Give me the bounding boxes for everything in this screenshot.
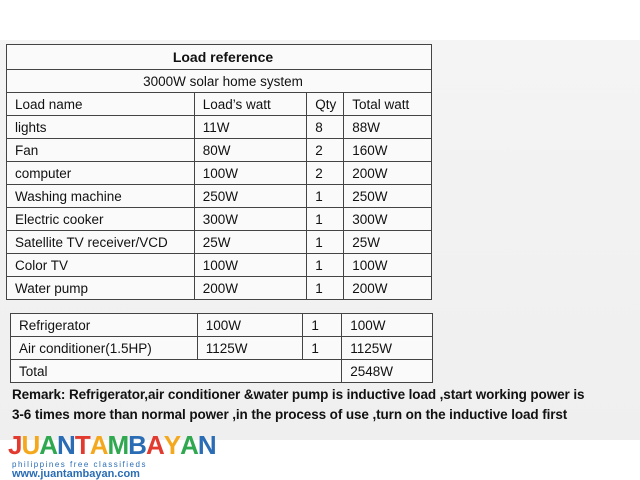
- remark-line-1: Remark: Refrigerator,air conditioner &water pump is inductive load ,start working power is: [12, 387, 585, 402]
- cell-load-name: Satellite TV receiver/VCD: [7, 231, 195, 254]
- cell-qty: 8: [307, 116, 344, 139]
- watermark-letter: A: [39, 430, 58, 460]
- cell-load-watt: 100W: [194, 254, 307, 277]
- watermark-letter: A: [89, 430, 108, 460]
- cell-load-watt: 200W: [194, 277, 307, 300]
- cell-qty: 1: [307, 277, 344, 300]
- cell-total-watt: 100W: [342, 314, 433, 337]
- cell-qty: 1: [307, 254, 344, 277]
- cell-total-watt: 300W: [344, 208, 432, 231]
- watermark-letter: A: [180, 430, 198, 460]
- cell-qty: 1: [307, 208, 344, 231]
- table-row: [7, 116, 432, 139]
- watermark-brand-logo: [8, 430, 216, 461]
- cell-qty: 1: [303, 337, 342, 360]
- cell-qty: 2: [307, 162, 344, 185]
- header-load-name: Load name: [7, 93, 195, 116]
- cell-load-name: Color TV: [7, 254, 195, 277]
- watermark-letter: A: [145, 430, 164, 460]
- cell-qty: 1: [307, 231, 344, 254]
- cell-load-watt: 100W: [194, 162, 307, 185]
- load-reference-table: [6, 44, 432, 300]
- inductive-load-table: [10, 313, 433, 383]
- total-label: Total: [11, 360, 342, 383]
- cell-qty: 1: [307, 185, 344, 208]
- table-row: [7, 139, 432, 162]
- table-row: [7, 231, 432, 254]
- watermark-letter: B: [128, 430, 146, 460]
- cell-total-watt: 250W: [344, 185, 432, 208]
- cell-load-watt: 250W: [194, 185, 307, 208]
- table-subtitle-row: [7, 70, 432, 93]
- cell-total-watt: 160W: [344, 139, 432, 162]
- total-row: [11, 360, 433, 383]
- cell-total-watt: 100W: [344, 254, 432, 277]
- cell-load-watt: 11W: [194, 116, 307, 139]
- header-qty: Qty: [307, 93, 344, 116]
- cell-total-watt: 88W: [344, 116, 432, 139]
- cell-total-watt: 1125W: [342, 337, 433, 360]
- cell-load-name: Washing machine: [7, 185, 195, 208]
- table-row: [7, 162, 432, 185]
- cell-load-watt: 100W: [197, 314, 303, 337]
- table-title: Load reference: [7, 45, 432, 70]
- total-value: 2548W: [342, 360, 433, 383]
- watermark-letter: M: [107, 430, 129, 460]
- cell-qty: 2: [307, 139, 344, 162]
- watermark-tagline: philippines free classifieds: [12, 460, 147, 469]
- cell-load-name: Refrigerator: [11, 314, 198, 337]
- cell-load-name: computer: [7, 162, 195, 185]
- table-row: [7, 185, 432, 208]
- cell-load-name: Air conditioner(1.5HP): [11, 337, 198, 360]
- cell-load-watt: 80W: [194, 139, 307, 162]
- table-subtitle: 3000W solar home system: [7, 70, 432, 93]
- remark-note: [12, 385, 632, 425]
- watermark-letter: J: [8, 430, 22, 460]
- watermark-letter: N: [57, 430, 75, 460]
- header-load-watt: Load’s watt: [194, 93, 307, 116]
- watermark-letter: U: [21, 430, 40, 460]
- cell-total-watt: 25W: [344, 231, 432, 254]
- watermark-letter: Y: [163, 430, 181, 460]
- cell-load-name: Electric cooker: [7, 208, 195, 231]
- cell-total-watt: 200W: [344, 162, 432, 185]
- cell-load-name: lights: [7, 116, 195, 139]
- table-row: [7, 208, 432, 231]
- cell-load-watt: 25W: [194, 231, 307, 254]
- watermark-url: www.juantambayan.com: [12, 468, 140, 480]
- cell-load-watt: 1125W: [197, 337, 303, 360]
- table-header-row: [7, 93, 432, 116]
- juantambayan-watermark: [8, 430, 216, 480]
- cell-qty: 1: [303, 314, 342, 337]
- cell-load-name: Fan: [7, 139, 195, 162]
- table-row: [7, 277, 432, 300]
- watermark-letter: N: [197, 430, 216, 460]
- header-total-watt: Total watt: [344, 93, 432, 116]
- cell-total-watt: 200W: [344, 277, 432, 300]
- table-row: [7, 254, 432, 277]
- table-row: [11, 337, 433, 360]
- watermark-letter: T: [74, 430, 90, 460]
- cell-load-name: Water pump: [7, 277, 195, 300]
- table-title-row: [7, 45, 432, 70]
- remark-line-2: 3-6 times more than normal power ,in the process of use ,turn on the inductive load first: [12, 407, 568, 422]
- cell-load-watt: 300W: [194, 208, 307, 231]
- table-row: [11, 314, 433, 337]
